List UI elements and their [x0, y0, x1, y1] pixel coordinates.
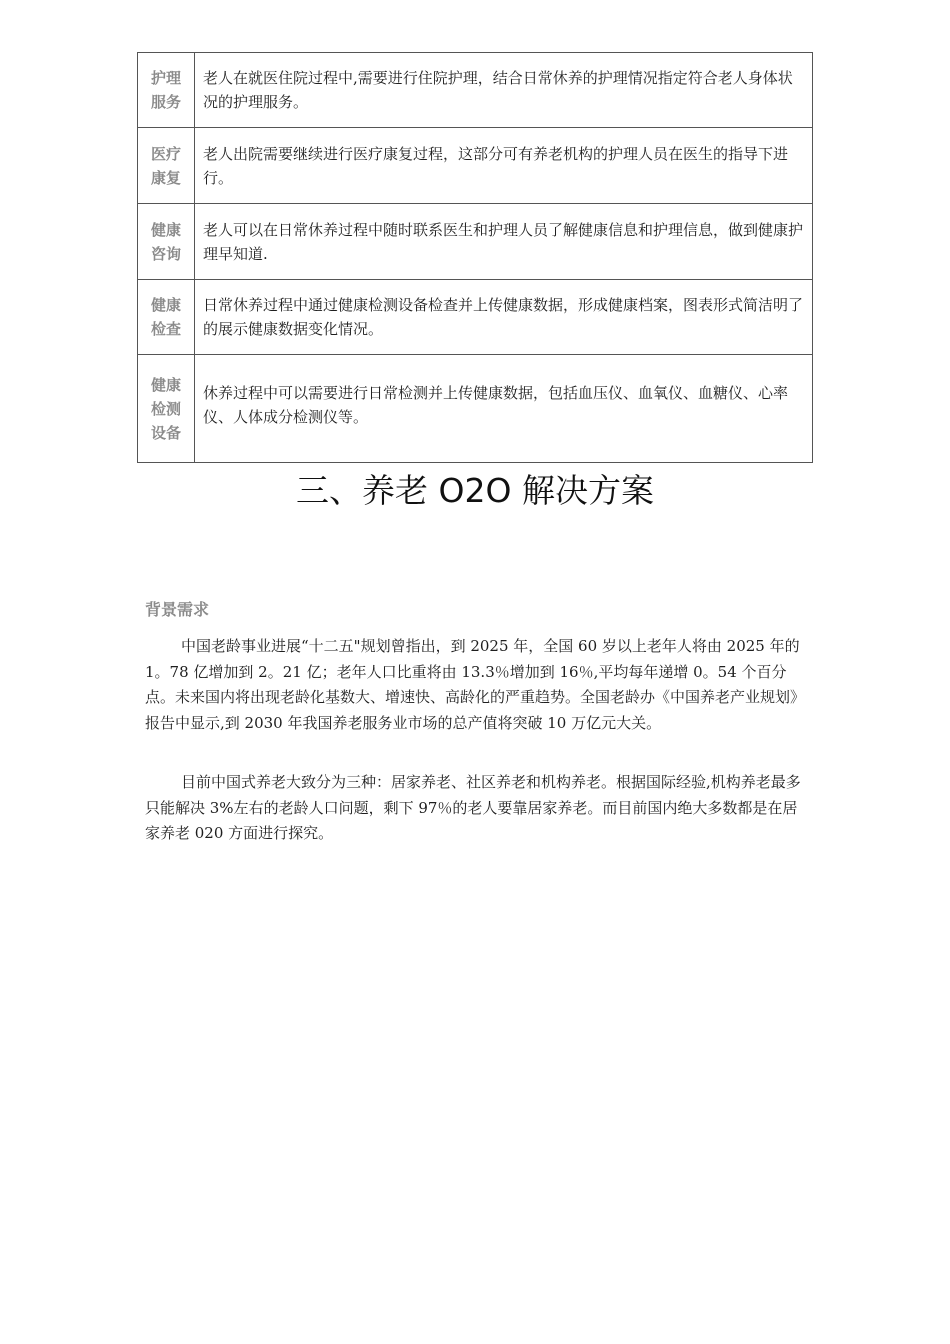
- row-label: 健康 检查: [150, 296, 181, 338]
- row-label: 健康 咨询: [150, 220, 181, 263]
- body-paragraph: 中国老龄事业进展“十二五"规划曾指出，到 2025 年，全国 60 岁以上老年人将由 2025 年的 1。78 亿增加到 2。21 亿；老年人口比重将由 13.3％增加到 16％,平均每年递增 0。54 个百分点。未来国内将出现老龄化基数大、增速快、高龄化的严重趋势。全国老龄办《中国养老产业规划》报告中显示,到 2030 年我国养老服务业市场的总产值将突破 10 万亿元大关。: [145, 637, 806, 732]
- row-description: 日常休养过程中通过健康检测设备检查并上传健康数据，形成健康档案，图表形式简洁明了的展示健康数据变化情况。: [195, 280, 813, 355]
- row-label-cell: [138, 128, 195, 204]
- row-description: 休养过程中可以需要进行日常检测并上传健康数据，包括血压仪、血氧仪、血糖仪、心率仪、人体成分检测仪等。: [195, 355, 813, 463]
- row-description: 老人可以在日常休养过程中随时联系医生和护理人员了解健康信息和护理信息，做到健康护理早知道.: [195, 204, 813, 280]
- table-row: [138, 355, 813, 463]
- row-label: 护理 服务: [150, 69, 181, 111]
- row-description: 老人出院需要继续进行医疗康复过程，这部分可有养老机构的护理人员在医生的指导下进行。: [195, 128, 813, 204]
- row-label-cell: [138, 280, 195, 355]
- sub-heading: 背景需求: [145, 600, 210, 619]
- row-label: 健康 检测 设备: [150, 375, 181, 442]
- table-row: [138, 204, 813, 280]
- table-row: [138, 128, 813, 204]
- row-label: 医疗 康复: [150, 144, 181, 187]
- section-title: 三、养老 O2O 解决方案: [296, 471, 654, 510]
- table-row: [138, 53, 813, 128]
- service-table: [137, 52, 813, 463]
- row-label-cell: [138, 53, 195, 128]
- row-label-cell: [138, 355, 195, 463]
- body-paragraph: 目前中国式养老大致分为三种：居家养老、社区养老和机构养老。根据国际经验,机构养老最多只能解决 3%左右的老龄人口问题，剩下 97％的老人要靠居家养老。而目前国内绝大多数都是在居家养老 020 方面进行探究。: [145, 773, 801, 842]
- row-description: 老人在就医住院过程中,需要进行住院护理，结合日常休养的护理情况指定符合老人身体状况的护理服务。: [195, 53, 813, 128]
- table-row: [138, 280, 813, 355]
- row-label-cell: [138, 204, 195, 280]
